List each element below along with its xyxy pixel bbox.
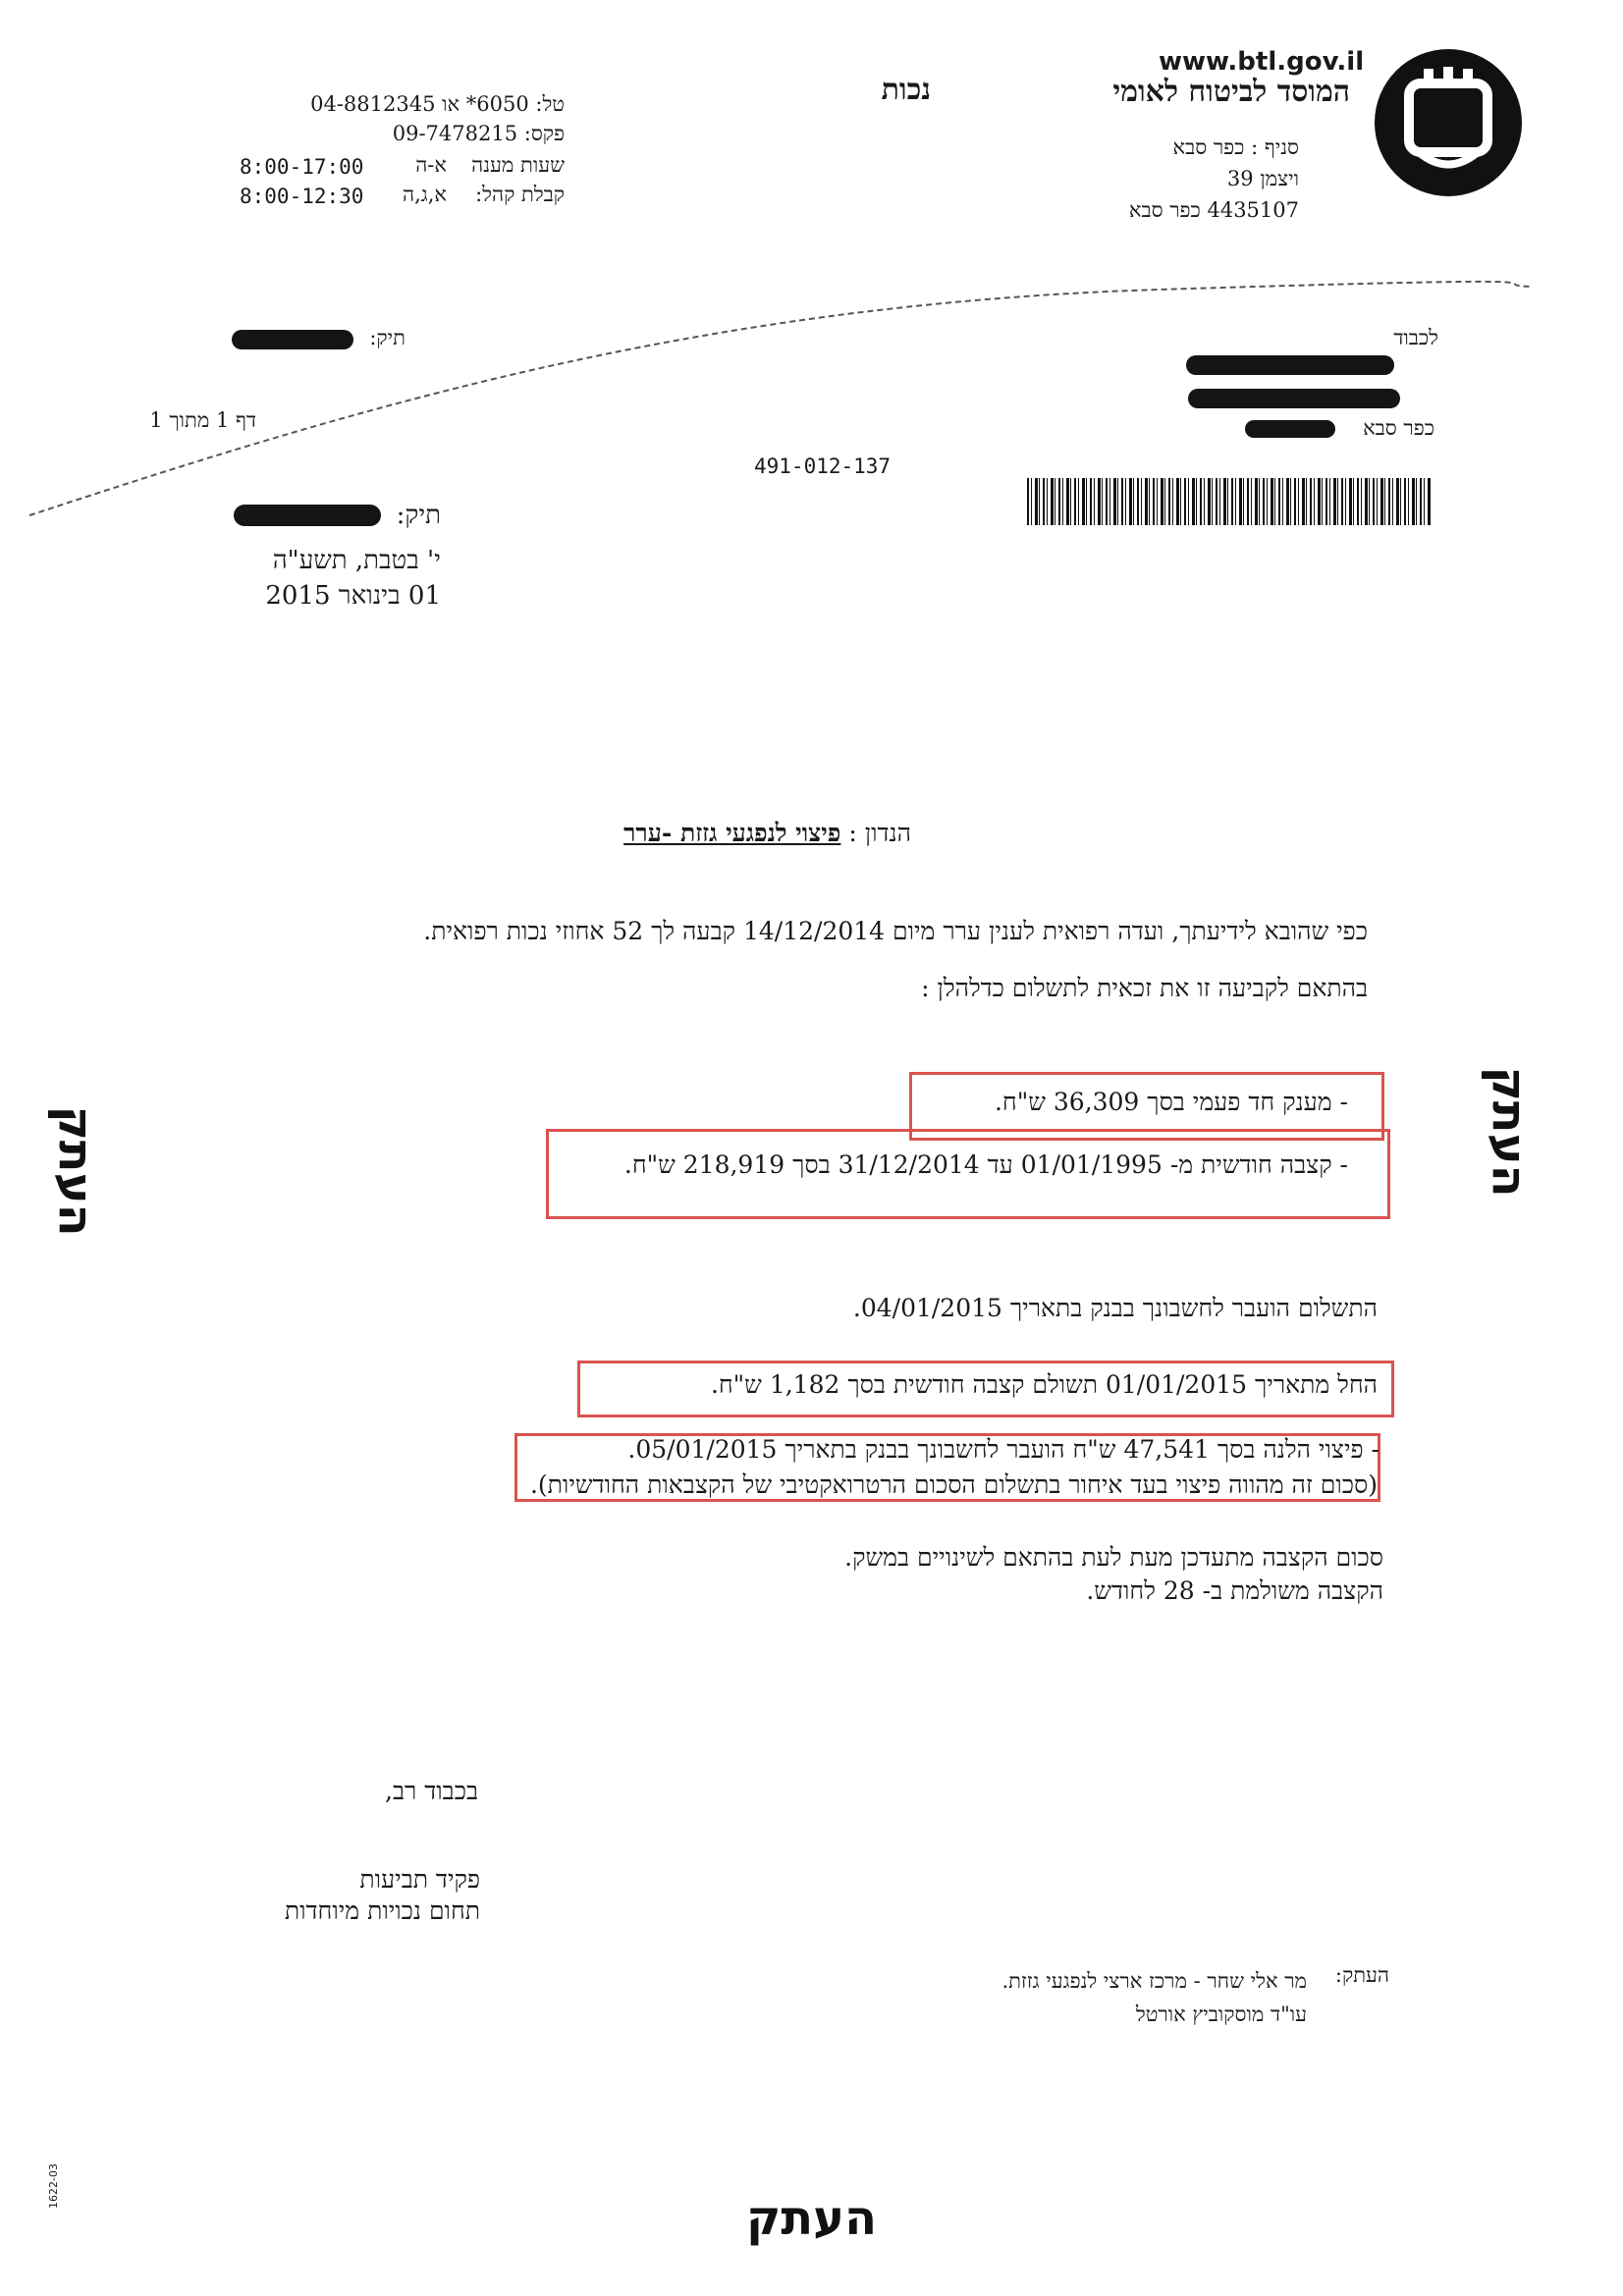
monthly-from-line: החל מתאריך 01/01/2015 תשולם קצבה חודשית בסך 1,182 ש"ח. [710,1370,1378,1399]
paragraph-entitlement: בהתאם לקביעה זו את זכאית לתשלום כדלהלן : [921,974,1368,1002]
hours-time: 8:00-17:00 [240,155,364,179]
payday-line: הקצבה משולמת ב- 28 לחודש. [1086,1576,1383,1605]
signer-department: תחום נכויות מיוחדות [284,1896,480,1925]
branch-name: סניף : כפר סבא [1172,135,1299,159]
branch-city-zip: 4435107 כפר סבא [1128,198,1299,222]
interest-line: - פיצוי הלנה בסך 47,541 ש"ח הועבר לחשבונך בבנק בתאריך 05/01/2015. [627,1435,1380,1464]
subject-prefix: הנדון : [848,819,911,847]
update-line: סכום הקצבה מתעדכן מעת לעת בהתאם לשינויים במשק. [844,1543,1383,1572]
payment-transfer-line: התשלום הועבר לחשבונך בבנק בתאריך 04/01/2015. [852,1294,1378,1322]
date-gregorian: 01 בינואר 2015 [265,581,441,611]
reception-days: א,ג,ה [403,183,447,206]
file-label-top: תיק: [369,326,406,349]
item-one-time-grant: - מענק חד פעמי בסך 36,309 ש"ח. [994,1088,1348,1116]
copy-stamp-bottom: העתק [746,2191,878,2246]
website-url: www.btl.gov.il [1159,47,1365,77]
date-hebrew: י' בטבת, תשע"ה [272,546,441,575]
redacted-file-number-top [232,330,353,349]
redacted-file-number [234,505,381,526]
organization-name: המוסד לביטוח לאומי [1112,75,1350,109]
closing-greeting: בכבוד רב, [385,1777,478,1805]
redacted-recipient-name [1186,355,1394,375]
copy-to-label: העתק: [1334,1963,1389,1987]
signer-title: פקיד תביעות [359,1865,480,1894]
reception-label: קבלת קהל: [475,183,565,206]
form-code: 1622-03 [47,2163,60,2209]
redacted-recipient-address [1188,389,1400,408]
logo-emblem-icon [1375,49,1522,196]
copy-stamp-left: העתק [47,1105,103,1237]
copy-stamp-right: העתק [1481,1066,1537,1198]
subject-line [623,819,911,848]
branch-street: ויצמן 39 [1226,167,1299,190]
interest-explanation: (סכום זה מהווה פיצוי בעד איחור בתשלום הסכום הרטרואקטיבי של הקצבאות החודשיות). [529,1470,1378,1499]
barcode [1027,478,1432,525]
page-info: דף 1 מתוך 1 [149,408,256,432]
reception-time: 8:00-12:30 [240,185,364,208]
phone-line: טל: 6050* או 04-8812345 [310,92,565,116]
hours-label: שעות מענה [471,153,565,177]
copy-to-recipient-1: מר אלי שחר - מרכז ארצי לנפגעי גזזת. [1001,1969,1307,1993]
paragraph-committee: כפי שהובא לידיעתך, ועדה רפואית לענין ערר מיום 14/12/2014 קבעה לך 52 אחוזי נכות רפואית. [423,917,1368,945]
recipient-city: כפר סבא [1363,416,1434,440]
file-label: תיק: [396,501,441,530]
item-monthly-retro: - קצבה חודשית מ- 01/01/1995 עד 31/12/2014 בסך 218,919 ש"ח. [623,1150,1348,1179]
logo [1375,49,1522,196]
recipient-label: לכבוד [1393,326,1438,349]
copy-to-recipient-2: עו"ד מוסקוביץ אורטל [1135,2002,1307,2026]
reference-code: 491-012-137 [754,454,892,478]
fax-line: פקס: 09-7478215 [392,122,565,145]
hours-days: א-ה [415,153,447,177]
subject-title: פיצוי לנפגעי גזזת -ערר [623,819,841,847]
redacted-recipient-zip [1245,420,1335,438]
department-name: נכות [881,73,931,107]
